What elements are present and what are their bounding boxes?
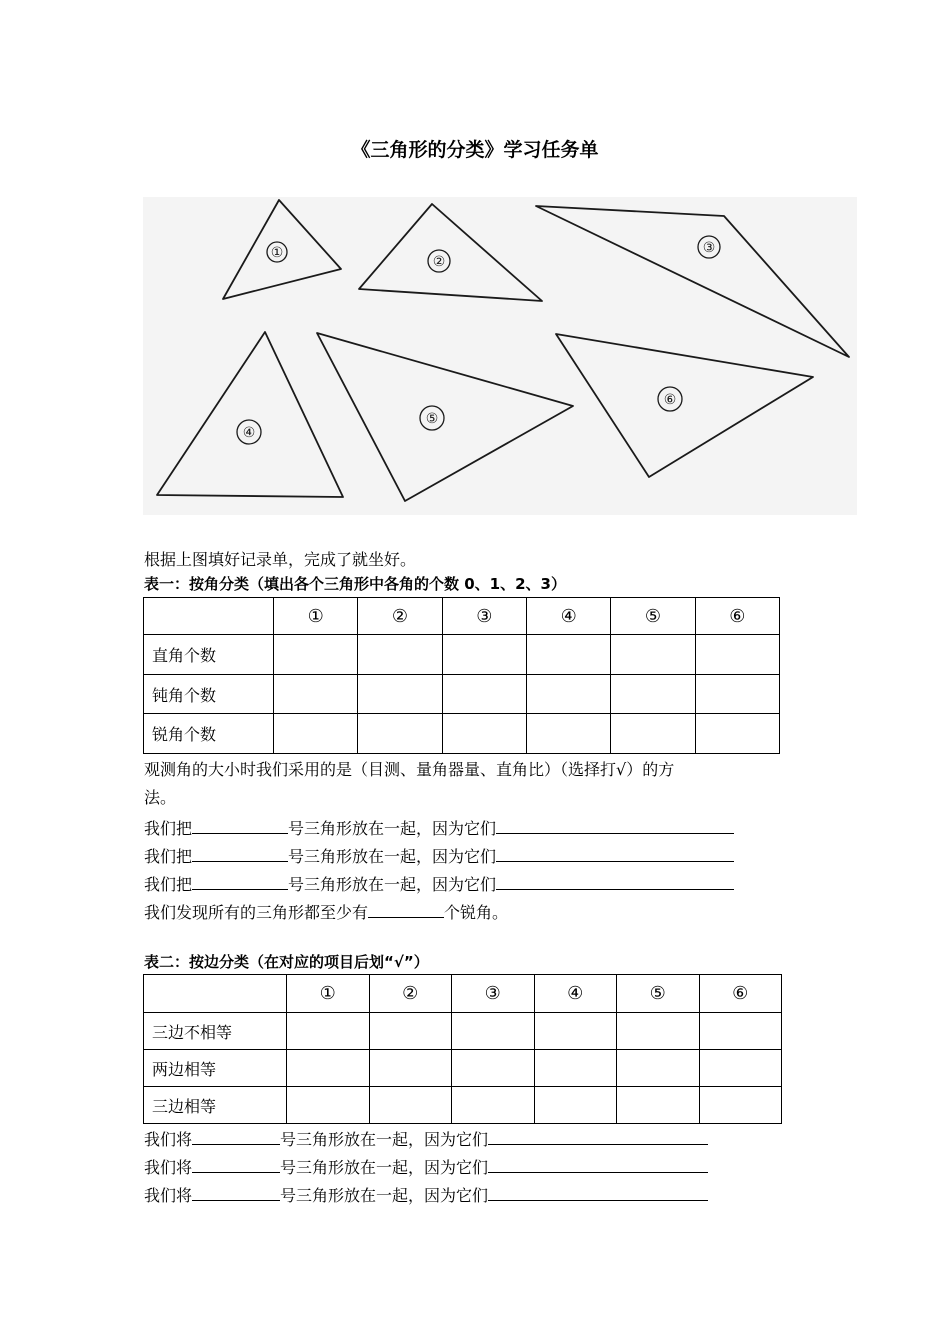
page-title: 《三角形的分类》学习任务单 xyxy=(351,139,599,161)
answer-cell[interactable] xyxy=(526,635,610,675)
answer-cell[interactable] xyxy=(611,635,695,675)
sentence-middle: 号三角形放在一起，因为它们 xyxy=(288,819,497,838)
check-cell[interactable] xyxy=(452,1087,535,1124)
answer-cell[interactable] xyxy=(442,674,526,714)
triangles-photo xyxy=(143,197,857,515)
answer-cell[interactable] xyxy=(358,674,442,714)
check-cell[interactable] xyxy=(534,1050,617,1087)
header-cell: ① xyxy=(287,975,370,1013)
number-blank[interactable] xyxy=(192,816,288,834)
answer-cell[interactable] xyxy=(695,635,779,675)
finding-sentence xyxy=(144,900,508,924)
check-cell[interactable] xyxy=(369,1050,452,1087)
row-label: 钝角个数 xyxy=(144,674,274,714)
triangle-3 xyxy=(536,206,849,357)
table2-caption: 表二：按边分类（在对应的项目后划“√”） xyxy=(144,953,429,971)
sentence-prefix: 我们将 xyxy=(144,1158,193,1177)
header-cell: ③ xyxy=(452,975,535,1013)
count-blank[interactable] xyxy=(368,900,444,918)
triangle-6 xyxy=(556,334,813,477)
row-label: 两边相等 xyxy=(144,1050,287,1087)
answer-cell[interactable] xyxy=(442,635,526,675)
triangle-5-label: ⑤ xyxy=(425,411,439,427)
answer-cell[interactable] xyxy=(442,714,526,754)
check-cell[interactable] xyxy=(287,1050,370,1087)
header-cell: ⑤ xyxy=(611,598,695,635)
answer-cell[interactable] xyxy=(274,635,358,675)
row-label: 直角个数 xyxy=(144,635,274,675)
sentence-middle: 号三角形放在一起，因为它们 xyxy=(288,847,497,866)
answer-cell[interactable] xyxy=(526,714,610,754)
check-cell[interactable] xyxy=(699,1013,782,1050)
check-cell[interactable] xyxy=(534,1087,617,1124)
triangle-2 xyxy=(359,204,542,301)
number-blank[interactable] xyxy=(192,1127,280,1145)
check-cell[interactable] xyxy=(699,1087,782,1124)
answer-cell[interactable] xyxy=(358,635,442,675)
angle-sentence-2 xyxy=(144,844,734,868)
triangle-2-label: ② xyxy=(432,254,446,270)
reason-blank[interactable] xyxy=(496,844,734,862)
header-cell: ① xyxy=(274,598,358,635)
table1-caption: 表一：按角分类（填出各个三角形中各角的个数 0、1、2、3） xyxy=(144,575,566,593)
sentence-middle: 号三角形放在一起，因为它们 xyxy=(288,875,497,894)
triangle-4 xyxy=(157,332,343,497)
check-cell[interactable] xyxy=(617,1050,700,1087)
finding-suffix: 个锐角。 xyxy=(444,903,509,922)
number-blank[interactable] xyxy=(192,844,288,862)
answer-cell[interactable] xyxy=(695,714,779,754)
header-cell: ⑤ xyxy=(617,975,700,1013)
check-cell[interactable] xyxy=(617,1013,700,1050)
check-cell[interactable] xyxy=(287,1013,370,1050)
triangle-6-label: ⑥ xyxy=(663,392,677,408)
sentence-prefix: 我们将 xyxy=(144,1130,193,1149)
check-cell[interactable] xyxy=(617,1087,700,1124)
angle-table xyxy=(143,597,780,754)
reason-blank[interactable] xyxy=(488,1155,708,1173)
header-cell: ② xyxy=(369,975,452,1013)
check-cell[interactable] xyxy=(369,1013,452,1050)
row-label: 三边不相等 xyxy=(144,1013,287,1050)
instruction: 根据上图填好记录单，完成了就坐好。 xyxy=(144,550,417,569)
header-cell: ④ xyxy=(526,598,610,635)
number-blank[interactable] xyxy=(192,1183,280,1201)
triangle-5 xyxy=(317,333,573,501)
reason-blank[interactable] xyxy=(488,1183,708,1201)
sentence-prefix: 我们把 xyxy=(144,875,193,894)
side-sentence-2 xyxy=(144,1155,708,1179)
row-label: 锐角个数 xyxy=(144,714,274,754)
number-blank[interactable] xyxy=(192,1155,280,1173)
answer-cell[interactable] xyxy=(611,674,695,714)
sentence-prefix: 我们将 xyxy=(144,1186,193,1205)
reason-blank[interactable] xyxy=(488,1127,708,1145)
check-cell[interactable] xyxy=(287,1087,370,1124)
sentence-middle: 号三角形放在一起，因为它们 xyxy=(280,1186,489,1205)
sentence-prefix: 我们把 xyxy=(144,819,193,838)
check-cell[interactable] xyxy=(452,1013,535,1050)
header-cell xyxy=(144,598,274,635)
triangle-3-label: ③ xyxy=(702,240,716,256)
reason-blank[interactable] xyxy=(496,816,734,834)
header-cell: ② xyxy=(358,598,442,635)
header-cell: ④ xyxy=(534,975,617,1013)
triangles-drawing xyxy=(143,197,857,515)
reason-blank[interactable] xyxy=(496,872,734,890)
side-sentence-1 xyxy=(144,1127,708,1151)
answer-cell[interactable] xyxy=(358,714,442,754)
sentence-middle: 号三角形放在一起，因为它们 xyxy=(280,1158,489,1177)
check-cell[interactable] xyxy=(369,1087,452,1124)
angle-sentence-3 xyxy=(144,872,734,896)
header-cell: ③ xyxy=(442,598,526,635)
method-line-1: 观测角的大小时我们采用的是（目测、量角器量、直角比）（选择打√）的方 xyxy=(144,760,675,779)
row-label: 三边相等 xyxy=(144,1087,287,1124)
number-blank[interactable] xyxy=(192,872,288,890)
sentence-middle: 号三角形放在一起，因为它们 xyxy=(280,1130,489,1149)
header-cell xyxy=(144,975,287,1013)
method-line-2: 法。 xyxy=(144,788,177,807)
answer-cell[interactable] xyxy=(695,674,779,714)
sentence-prefix: 我们把 xyxy=(144,847,193,866)
side-table xyxy=(143,974,782,1124)
triangle-4-label: ④ xyxy=(242,425,256,441)
check-cell[interactable] xyxy=(452,1050,535,1087)
answer-cell[interactable] xyxy=(274,674,358,714)
triangle-1-label: ① xyxy=(270,245,284,261)
answer-cell[interactable] xyxy=(274,714,358,754)
angle-sentence-1 xyxy=(144,816,734,840)
side-sentence-3 xyxy=(144,1183,708,1207)
answer-cell[interactable] xyxy=(611,714,695,754)
finding-prefix: 我们发现所有的三角形都至少有 xyxy=(144,903,369,922)
header-cell: ⑥ xyxy=(695,598,779,635)
check-cell[interactable] xyxy=(534,1013,617,1050)
check-cell[interactable] xyxy=(699,1050,782,1087)
header-cell: ⑥ xyxy=(699,975,782,1013)
answer-cell[interactable] xyxy=(526,674,610,714)
